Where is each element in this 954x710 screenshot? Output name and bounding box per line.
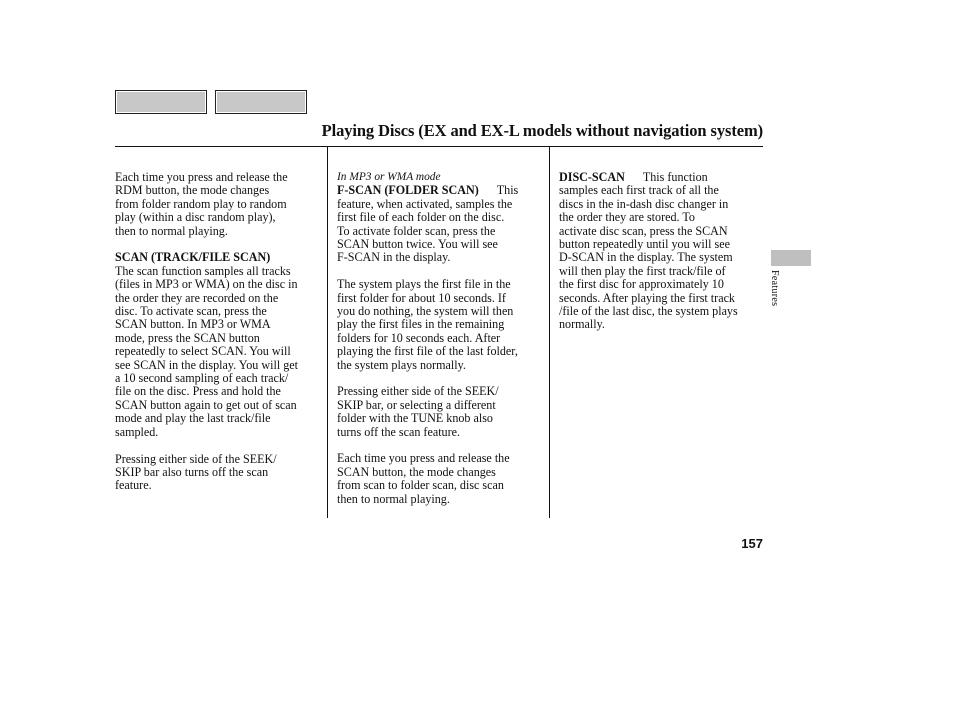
mode-change-paragraph: Each time you press and release the SCAN button, the mode changes from scan to folder scan, disc scan then to normal playing. xyxy=(337,451,510,506)
system-plays-paragraph: The system plays the first file in the first folder for about 10 seconds. If you do nothing, the system will then play the first files in the remaining folders for 10 seconds each. After playing the first file of the last folder, the system plays normally. xyxy=(337,277,518,372)
disc-scan-first-line xyxy=(559,171,765,184)
disc-scan-heading: DISC-SCAN xyxy=(559,170,625,184)
fscan-first-line xyxy=(337,184,543,197)
disc-scan-lead: This function xyxy=(642,170,708,184)
scan-heading: SCAN (TRACK/FILE SCAN) xyxy=(115,250,271,265)
text-column-2 xyxy=(337,171,543,520)
section-label: Features xyxy=(769,270,780,307)
fscan-paragraph: feature, when activated, samples the first file of each folder on the disc. To activate folder scan, press the SCAN button twice. You will see F-SCAN in the display. xyxy=(337,196,513,265)
seek-paragraph: Pressing either side of the SEEK/ SKIP bar also turns off the scan feature. xyxy=(115,451,277,493)
rdm-paragraph: Each time you press and release the RDM button, the mode changes from folder random play to random play (within a disc random play), then to normal playing. xyxy=(115,170,288,238)
disc-scan-section xyxy=(559,171,765,332)
mode-note: In MP3 or WMA mode xyxy=(337,171,441,183)
seek-tune-paragraph: Pressing either side of the SEEK/ SKIP bar, or selecting a different folder with the TUNE knob also turns off the scan feature. xyxy=(337,384,499,439)
fscan-section xyxy=(337,184,543,264)
fscan-heading: F-SCAN (FOLDER SCAN) xyxy=(337,183,479,198)
text-column-1 xyxy=(115,171,321,506)
disc-scan-paragraph: samples each first track of all the discs in the in-dash disc changer in the order they are stored. To activate disc scan, press the SCAN button repeatedly until you will see D-SCAN in the display. The system will then play the first track/file of the first disc for approximately 10 seconds. After playing the first track /file of the last disc, the system plays normally. xyxy=(559,183,738,332)
text-column-3 xyxy=(559,171,765,345)
fscan-lead: This xyxy=(496,183,519,198)
page-title: Playing Discs (EX and EX-L models without navigation system) xyxy=(321,121,763,140)
page-number: 157 xyxy=(741,536,763,551)
scan-section xyxy=(115,251,321,439)
column-divider xyxy=(327,147,328,518)
nav-tab-next[interactable] xyxy=(215,90,307,114)
scan-paragraph: The scan function samples all tracks (files in MP3 or WMA) on the disc in the order they are recorded on the disc. To activate scan, press the SCAN button. In MP3 or WMA mode, press the SCAN button repeatedly to select SCAN. You will see SCAN in the display. You will get a 10 second sampling of each track/ file on the disc. Press and hold the SCAN button again to get out of scan mode and play the last track/file sampled. xyxy=(115,263,298,439)
column-divider xyxy=(549,147,550,518)
nav-tab-previous[interactable] xyxy=(115,90,207,114)
section-tab-marker xyxy=(771,250,811,266)
title-divider xyxy=(115,146,763,147)
